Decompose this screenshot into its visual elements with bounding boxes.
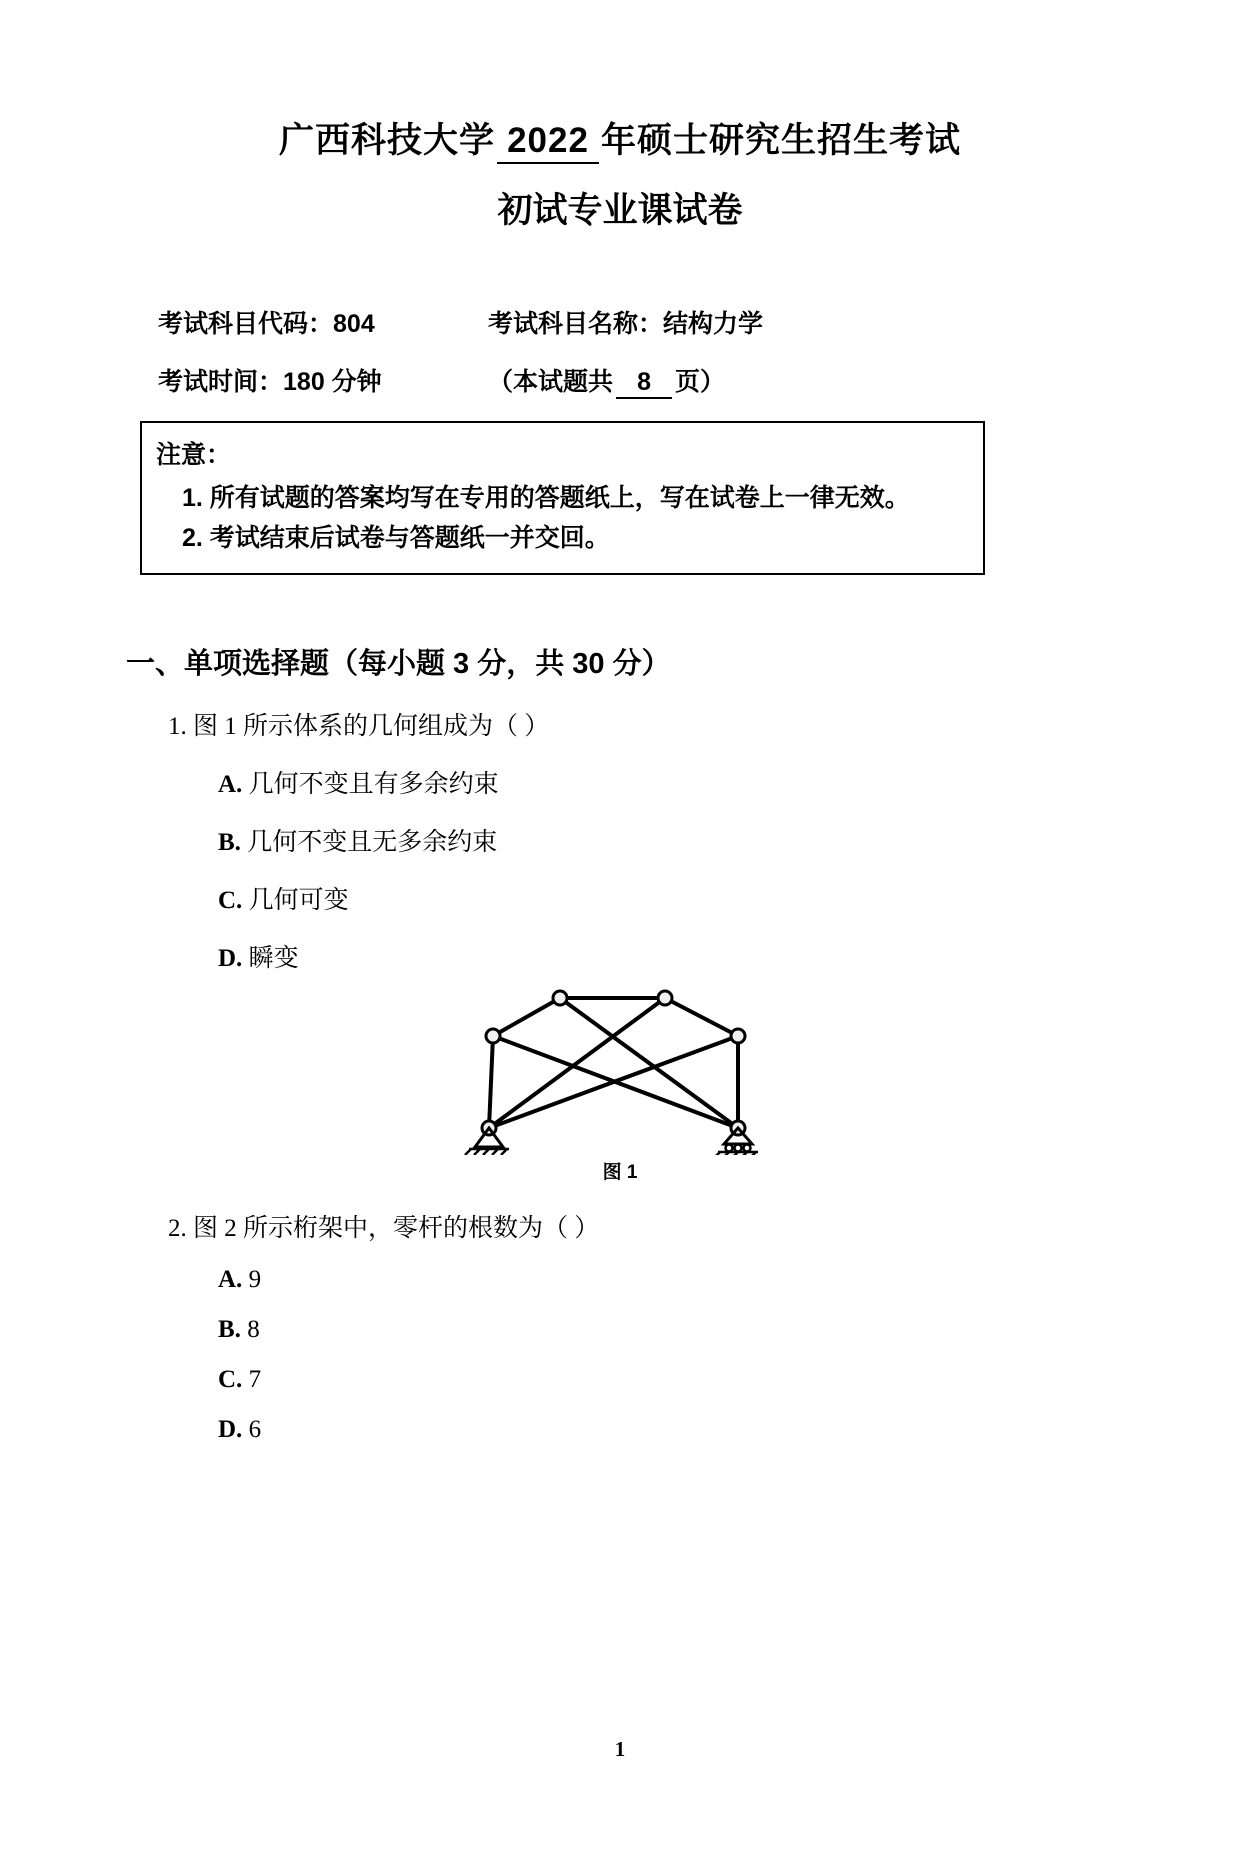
- option-a-text: 9: [248, 1265, 262, 1293]
- section-heading-single-choice: 一、单项选择题（每小题 3 分，共 30 分）: [126, 647, 671, 680]
- truss-joints: [482, 991, 745, 1135]
- joint-mid-left: [486, 1029, 500, 1043]
- question-2: [168, 1208, 1240, 1244]
- notice-item-2: 2. 考试结束后试卷与答题纸一并交回。: [182, 524, 610, 552]
- exam-paper-page: [0, 120, 1240, 1874]
- university-name: 广西科技大学: [279, 121, 496, 160]
- page-count-value: 8: [616, 368, 672, 399]
- question-1: [168, 706, 1240, 742]
- duration-group: [158, 362, 488, 398]
- pin-support-left: [465, 1128, 509, 1155]
- joint-top-right: [658, 991, 672, 1005]
- question-1-text: 图 1 所示体系的几何组成为（ ）: [193, 712, 550, 740]
- meta-row-subject: [158, 304, 1240, 340]
- option-a-text: 几何不变且有多余约束: [248, 770, 499, 798]
- meta-row-duration: [158, 362, 1240, 399]
- roller-support-right: [714, 1128, 758, 1155]
- question-1-option-b[interactable]: [218, 822, 1240, 858]
- notice-box: [140, 421, 985, 575]
- option-a-label: A.: [218, 770, 243, 798]
- question-2-option-b[interactable]: [218, 1316, 1240, 1344]
- subject-name-group: [488, 304, 763, 340]
- option-d-text: 瞬变: [248, 944, 299, 972]
- question-1-option-d[interactable]: [218, 938, 1240, 974]
- subject-code-value: 804: [333, 310, 375, 338]
- question-2-option-c[interactable]: [218, 1366, 1240, 1394]
- option-d-label: D.: [218, 944, 243, 972]
- notice-title: 注意：: [156, 441, 232, 469]
- option-d-text: 6: [248, 1415, 262, 1443]
- option-b-text: 8: [247, 1315, 260, 1343]
- page-subtitle: 初试专业课试卷: [497, 191, 743, 230]
- option-c-label: C.: [218, 1365, 243, 1393]
- joint-mid-right: [731, 1029, 745, 1043]
- duration-value: 180 分钟: [283, 368, 382, 396]
- page-count-prefix: （本试题共: [488, 368, 614, 396]
- joint-top-left: [553, 991, 567, 1005]
- option-c-label: C.: [218, 886, 243, 914]
- page-count-group: [488, 362, 725, 399]
- page-title: [0, 120, 1240, 164]
- figure-1-truss-diagram: [0, 980, 1240, 1184]
- subject-name-label: 考试科目名称：: [488, 310, 664, 338]
- question-2-option-d[interactable]: [218, 1416, 1240, 1444]
- option-b-label: B.: [218, 828, 241, 856]
- question-2-number: 2.: [168, 1214, 187, 1242]
- question-2-option-a[interactable]: [218, 1266, 1240, 1294]
- subject-name-value: 结构力学: [663, 310, 764, 338]
- exam-meta: [0, 304, 1240, 399]
- truss-svg: [455, 980, 785, 1155]
- truss-members: [489, 998, 738, 1128]
- question-1-option-c[interactable]: [218, 880, 1240, 916]
- subject-code-group: [158, 304, 488, 340]
- option-a-label: A.: [218, 1265, 243, 1293]
- page-number-footer: 1: [614, 1737, 626, 1761]
- option-d-label: D.: [218, 1415, 243, 1443]
- option-c-text: 7: [248, 1365, 262, 1393]
- question-2-text: 图 2 所示桁架中，零杆的根数为（ ）: [193, 1214, 600, 1242]
- exam-title-suffix: 年硕士研究生招生考试: [600, 121, 961, 160]
- subject-code-label: 考试科目代码：: [158, 310, 334, 338]
- page-count-suffix: 页）: [675, 368, 726, 396]
- question-1-number: 1.: [168, 712, 187, 740]
- question-1-option-a[interactable]: [218, 764, 1240, 800]
- option-b-text: 几何不变且无多余约束: [247, 828, 498, 856]
- option-b-label: B.: [218, 1315, 241, 1343]
- duration-label: 考试时间：: [158, 368, 284, 396]
- exam-year: 2022: [497, 120, 599, 164]
- figure-1-caption: 图 1: [602, 1161, 638, 1183]
- notice-item-1: 1. 所有试题的答案均写在专用的答题纸上，写在试卷上一律无效。: [182, 483, 910, 512]
- option-c-text: 几何可变: [248, 886, 349, 914]
